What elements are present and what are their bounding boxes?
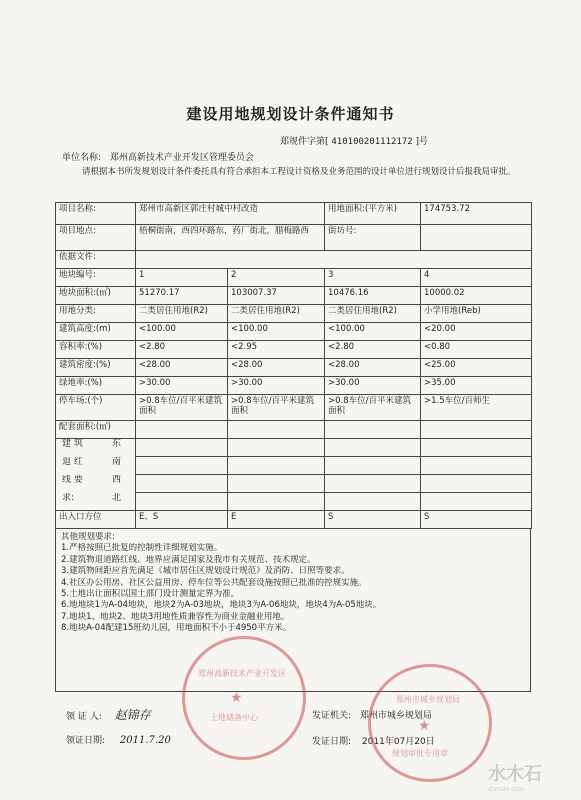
requirement-item: 7.地块1、地块2、地块3用地性质兼容性为商业金融业用地。 — [61, 611, 290, 622]
right-seal-subtext: 规划审批专用章 — [392, 749, 448, 758]
plot-row-label: 停车场:(个) — [56, 395, 136, 421]
plot-cell: 二类居住用地(R2) — [325, 305, 421, 323]
setback-cell — [325, 439, 421, 457]
plot-row — [56, 421, 532, 439]
setback-cell — [228, 457, 325, 475]
plot-cell: 1 — [136, 269, 228, 287]
doc-no-prefix: 郑规件字第[ — [280, 137, 329, 147]
plot-cell: 3 — [325, 269, 421, 287]
plot-row-label: 绿地率:(%) — [56, 377, 136, 395]
plot-row — [56, 305, 532, 323]
plot-row-label: 用地分类: — [56, 305, 136, 323]
plot-cell: 2 — [228, 269, 325, 287]
setback-cell — [136, 475, 228, 493]
intro-text: 请根据本书所发规划设计条件委托具有符合承担本工程设计资格及业务范围的设计单位进行规划设计后报我局审批。 — [82, 167, 516, 177]
left-seal-subtext: 土地储备中心 — [210, 713, 258, 722]
setback-vertical-label: 求: — [62, 492, 75, 503]
setback-cell — [136, 439, 228, 457]
left-seal — [182, 636, 306, 760]
plot-row — [56, 287, 532, 305]
requirement-item: 1.严格按照已批复的控制性详细规划实施。 — [61, 543, 223, 554]
plot-row-label: 建筑高度:(m) — [56, 323, 136, 341]
plot-rows — [56, 269, 532, 439]
area-label: 用地面积:(平方米) — [325, 203, 421, 225]
plot-row-label: 配套面积:(㎡) — [56, 421, 136, 439]
receive-date-label: 领证日期: — [66, 736, 106, 746]
exits-value-2: E — [228, 511, 325, 529]
plot-cell: >30.00 — [325, 377, 421, 395]
plot-cell: <100.00 — [136, 323, 228, 341]
plot-cell: <2.80 — [136, 341, 228, 359]
plot-cell: >30.00 — [136, 377, 228, 395]
setback-row — [56, 457, 532, 475]
setback-vertical-label: 建 筑 — [62, 439, 83, 449]
plot-cell: 103007.37 — [228, 287, 325, 305]
basis-value — [136, 251, 532, 269]
plot-cell: <0.80 — [421, 341, 532, 359]
setback-cell — [228, 475, 325, 493]
plot-cell: 小学用地(Reb) — [421, 305, 532, 323]
plot-cell: <28.00 — [136, 359, 228, 377]
plot-cell: <28.00 — [325, 359, 421, 377]
setback-cell — [421, 457, 532, 475]
plot-row — [56, 323, 532, 341]
document-title: 建设用地规划设计条件通知书 — [186, 105, 395, 123]
plot-row — [56, 359, 532, 377]
plot-cell: 10000.02 — [421, 287, 532, 305]
plot-row-label: 地块面积:(㎡) — [56, 287, 136, 305]
plot-cell: 51270.17 — [136, 287, 228, 305]
plot-row — [56, 269, 532, 287]
setback-cell — [228, 493, 325, 511]
exits-value-3: S — [325, 511, 421, 529]
basis-label: 依据文件: — [56, 251, 136, 269]
plot-cell — [136, 421, 228, 439]
setback-row — [56, 475, 532, 493]
watermark — [488, 760, 542, 793]
requirements-title: 其他规划要求: — [61, 532, 115, 542]
plot-row — [56, 395, 532, 421]
plot-cell: <2.80 — [325, 341, 421, 359]
setback-rows — [56, 439, 532, 511]
left-seal-star-icon: ★ — [230, 690, 243, 706]
setback-vertical-label: 线 要 — [62, 474, 83, 485]
requirement-item: 2.建筑物退道路红线、地界应满足国家及我市有关规范、技术规定。 — [61, 554, 316, 565]
plot-cell — [421, 421, 532, 439]
issuer-label: 发证机关: — [312, 711, 352, 721]
receiver-label: 领 证 人: — [66, 712, 102, 722]
exits-label: 出入口方位 — [56, 511, 136, 529]
plot-cell: <100.00 — [228, 323, 325, 341]
plot-cell — [325, 421, 421, 439]
plot-cell: 二类居住用地(R2) — [228, 305, 325, 323]
unit-line — [62, 150, 254, 163]
right-seal-star-icon: ★ — [418, 718, 431, 734]
plot-row-label: 建筑密度:(%) — [56, 359, 136, 377]
plot-cell: >1.5车位/百师生 — [421, 395, 532, 421]
unit-value: 郑州高新技术产业开发区管理委员会 — [109, 153, 254, 163]
plot-cell: >30.00 — [228, 377, 325, 395]
setback-direction: 南 — [111, 456, 121, 467]
watermark-text: 水木石 — [488, 764, 542, 785]
issue-date-label: 发证日期: — [312, 737, 352, 747]
setback-label-cell — [56, 493, 136, 511]
conditions-table — [55, 202, 532, 529]
unit-label: 单位名称: — [62, 153, 102, 163]
receiver-signature: 赵锦存 — [114, 708, 151, 722]
setback-direction: 西 — [111, 474, 121, 485]
right-seal-text: 郑州市城乡规划局 — [396, 695, 460, 704]
plot-cell: >0.8车位/百平米建筑面积 — [228, 395, 325, 421]
setback-cell — [228, 439, 325, 457]
requirement-item: 6.地地块1为A-04地块，地块2为A-03地块，地块3为A-06地块，地块4为A-05地块。 — [61, 600, 382, 611]
plot-row-label: 地块编号: — [56, 269, 136, 287]
setback-cell — [325, 475, 421, 493]
plot-cell: >0.8车位/百平米建筑面积 — [325, 395, 421, 421]
setback-vertical-label: 退 红 — [62, 456, 83, 467]
setback-cell — [136, 457, 228, 475]
watermark-sub: shmshi.com — [488, 786, 525, 793]
requirement-item: 4.社区办公用房、社区公益用房、停车位等公共配套设施按照已批准的控规实施。 — [61, 577, 367, 588]
setback-label-cell — [56, 439, 136, 457]
setback-cell — [421, 475, 532, 493]
plot-cell — [228, 421, 325, 439]
doc-no-value: 410100201112172 — [331, 137, 413, 147]
plot-cell: 10476.16 — [325, 287, 421, 305]
exits-value-4: S — [421, 511, 532, 529]
setback-cell — [325, 457, 421, 475]
issue-date-value: 2011年07月20日 — [361, 737, 435, 747]
setback-label-cell — [56, 475, 136, 493]
plot-cell: <28.00 — [228, 359, 325, 377]
project-name-label: 项目名称: — [56, 203, 136, 225]
setback-cell — [325, 493, 421, 511]
plot-cell: <100.00 — [325, 323, 421, 341]
plot-cell: <20.00 — [421, 323, 532, 341]
plot-cell: >0.8车位/百平米建筑面积 — [136, 395, 228, 421]
plot-cell: <25.00 — [421, 359, 532, 377]
requirement-item: 5.土地出让面积以国土部门设计测量定界为准。 — [61, 589, 240, 600]
setback-row — [56, 439, 532, 457]
setback-direction: 北 — [111, 492, 121, 503]
setback-direction: 东 — [111, 439, 121, 449]
receiver-line — [66, 706, 151, 723]
setback-cell — [421, 493, 532, 511]
street-value — [421, 225, 532, 251]
location-value: 梧桐街南，西四环路东，药厂街北，腊梅路西 — [136, 225, 325, 251]
project-name-value: 郑州市高新区郭庄村城中村改造 — [136, 203, 325, 225]
doc-no-suffix: ]号 — [415, 137, 429, 147]
setback-cell — [421, 439, 532, 457]
plot-cell: <2.95 — [228, 341, 325, 359]
left-seal-text: 郑州高新技术产业开发区 — [198, 669, 286, 678]
setback-cell — [136, 493, 228, 511]
plot-row-label: 容积率:(%) — [56, 341, 136, 359]
issuer-value: 郑州市城乡规划局 — [359, 711, 432, 721]
requirement-item: 8.地块A-04配建15班幼儿园，用地面积不小于4950平方米。 — [61, 623, 292, 634]
location-label: 项目地点: — [56, 225, 136, 251]
exits-value-1: E、S — [136, 511, 228, 529]
receive-date-line — [66, 733, 171, 746]
setback-row — [56, 493, 532, 511]
street-label: 街坊号: — [325, 225, 421, 251]
plot-cell: 二类居住用地(R2) — [136, 305, 228, 323]
requirement-item: 3.建筑物间距应首先满足《城市居住区规划设计规范》及消防、日照等要求。 — [61, 566, 350, 577]
receive-date-value: 2011.7.20 — [119, 735, 171, 746]
plot-cell: >35.00 — [421, 377, 532, 395]
document-number — [280, 134, 428, 147]
setback-label-cell — [56, 457, 136, 475]
plot-row — [56, 341, 532, 359]
plot-row — [56, 377, 532, 395]
plot-cell: 4 — [421, 269, 532, 287]
area-value: 174753.72 — [421, 203, 532, 225]
